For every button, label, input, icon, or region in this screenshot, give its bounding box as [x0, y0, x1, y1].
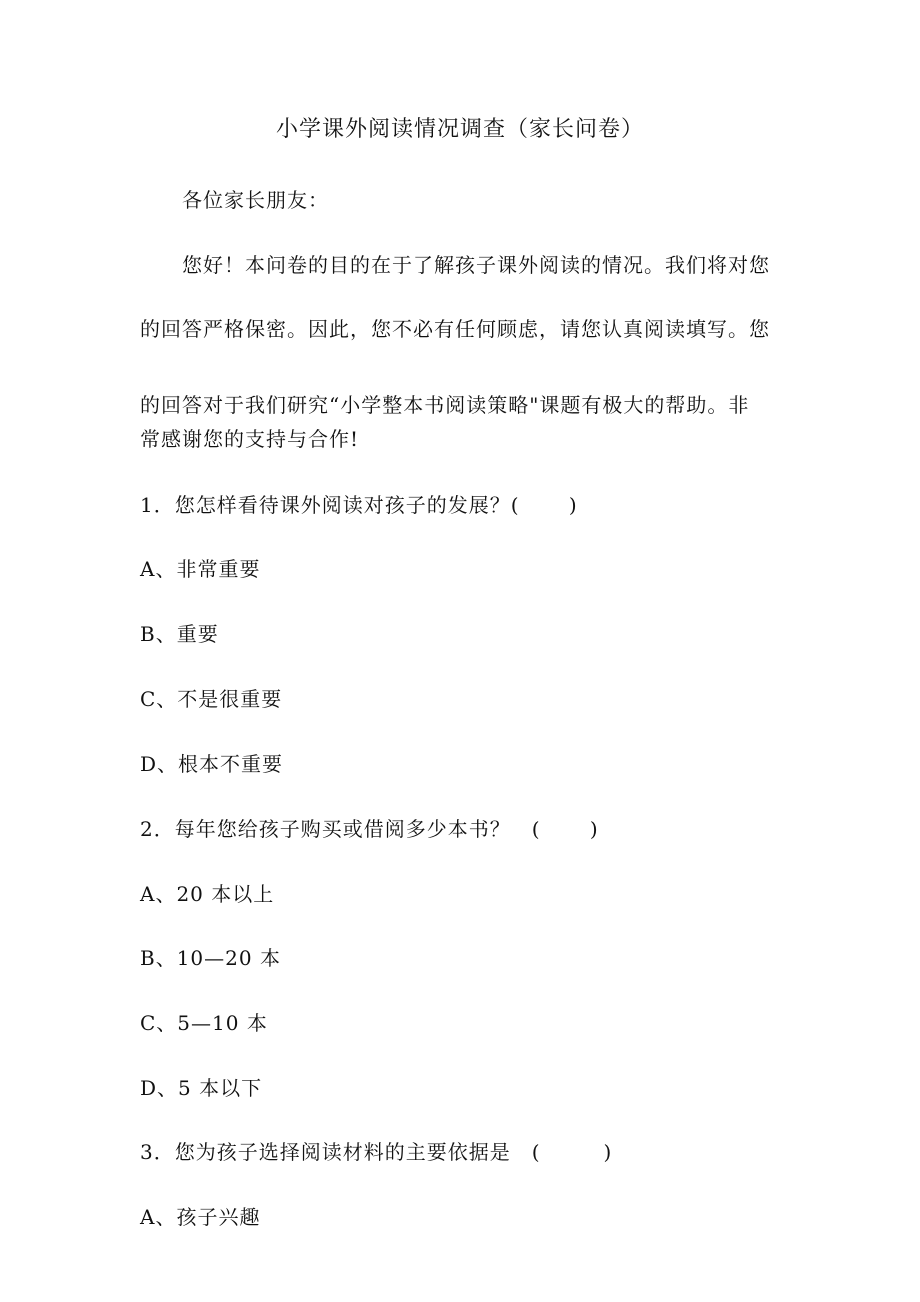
question-2-option-b: B、10—20 本 — [140, 946, 281, 970]
question-2-option-c: C、5—10 本 — [140, 1011, 268, 1035]
intro-line: 常感谢您的支持与合作! — [140, 427, 360, 451]
question-1-option-c: C、不是很重要 — [140, 687, 283, 711]
question-3-option-a: A、孩子兴趣 — [140, 1205, 261, 1229]
question-2: 2．每年您给孩子购买或借阅多少本书？ ( ) — [140, 817, 599, 841]
intro-line: 的回答对于我们研究“小学整本书阅读策略"课题有极大的帮助。非 — [140, 393, 750, 417]
question-2-option-a: A、20 本以上 — [140, 882, 275, 906]
intro-line: 您好！本问卷的目的在于了解孩子课外阅读的情况。我们将对您 — [182, 253, 770, 277]
question-1: 1．您怎样看待课外阅读对孩子的发展？( ) — [140, 493, 578, 517]
question-1-option-b: B、重要 — [140, 622, 219, 646]
question-1-option-d: D、根本不重要 — [140, 752, 284, 776]
question-1-option-a: A、非常重要 — [140, 557, 261, 581]
greeting-line: 各位家长朋友： — [182, 188, 329, 212]
question-3: 3．您为孩子选择阅读材料的主要依据是 ( ) — [140, 1140, 613, 1164]
document-title: 小学课外阅读情况调查（家长问卷） — [275, 117, 644, 142]
intro-line: 的回答严格保密。因此，您不必有任何顾虑，请您认真阅读填写。您 — [140, 317, 770, 341]
question-2-option-d: D、5 本以下 — [140, 1076, 263, 1100]
